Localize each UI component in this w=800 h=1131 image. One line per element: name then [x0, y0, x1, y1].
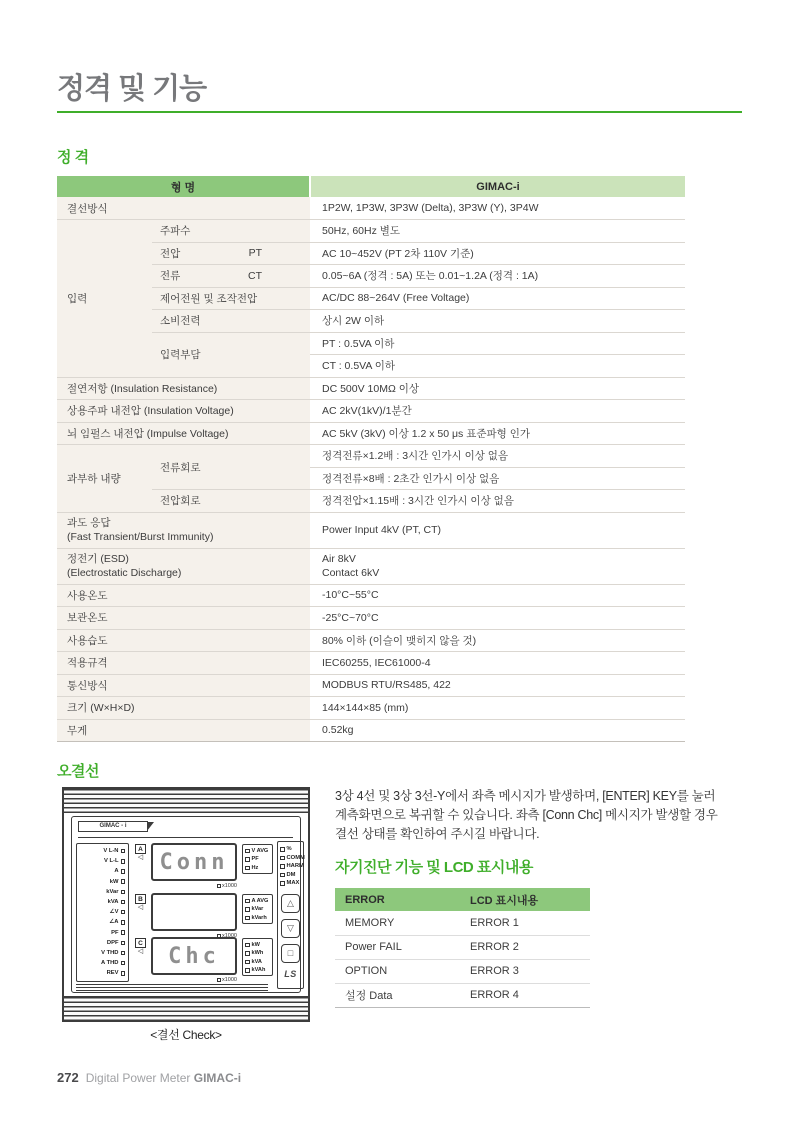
spec-label-transient: 과도 응답 (Fast Transient/Burst Immunity) [57, 512, 310, 548]
device-nameplate: GIMAC - i [78, 821, 148, 832]
label-row: A THD [80, 958, 125, 968]
checkbox-icon [245, 907, 250, 912]
spec-row-transient [57, 512, 685, 548]
device-bottom-vents [64, 996, 308, 1020]
status-and-buttons-panel: % COMM HARM DM MAX △ ▽ □ LS [277, 841, 304, 989]
spec-value-size: 144×144×85 (mm) [310, 697, 685, 720]
checkbox-icon [121, 941, 126, 946]
up-arrow-icon: △ [287, 897, 294, 908]
device-top-vents [64, 789, 308, 813]
multiplier-c: x1000 [151, 977, 237, 983]
checkbox-icon [245, 849, 250, 854]
checkbox-icon [121, 910, 126, 915]
spec-row-wiring [57, 197, 685, 220]
label-row: kVar [80, 887, 125, 897]
spec-row-control-power [57, 287, 685, 310]
spec-value-insulation-voltage: AC 2kV(1kV)/1분간 [310, 400, 685, 423]
error-cell: MEMORY [335, 911, 460, 935]
label-row: kVA [80, 897, 125, 907]
spec-label-storage-temp: 보관온도 [57, 607, 310, 630]
error-cell: OPTION [335, 959, 460, 983]
checkbox-icon [121, 930, 126, 935]
spec-value-weight: 0.52kg [310, 719, 685, 742]
spec-label-impulse-voltage: 뇌 임펄스 내전압 (Impulse Voltage) [57, 422, 310, 445]
spec-row-insulation-resistance [57, 377, 685, 400]
spec-value-burden-ct: CT : 0.5VA 이하 [310, 355, 685, 378]
multiplier-b: x1000 [151, 933, 237, 939]
error-header-row [335, 888, 590, 911]
spec-value-consumption: 상시 2W 이하 [310, 310, 685, 333]
spec-value-op-temp: -10°C~55°C [310, 584, 685, 607]
spec-label-control-power: 제어전원 및 조작전압 [152, 287, 310, 310]
spec-row-esd [57, 548, 685, 584]
spec-header-model: GIMAC-i [310, 176, 685, 197]
spec-value-frequency: 50Hz, 60Hz 별도 [310, 220, 685, 243]
spec-label-consumption: 소비전력 [152, 310, 310, 333]
display-group-b: B ◁ [133, 894, 148, 912]
section-heading-diagnosis: 자기진단 기능 및 LCD 표시내용 [335, 859, 533, 876]
checkbox-icon [280, 873, 285, 878]
label-row: DPF [80, 938, 125, 948]
checkbox-icon [121, 859, 126, 864]
spec-value-esd: Air 8kV Contact 6kV [310, 548, 685, 584]
section-heading-miswiring: 오결선 [57, 763, 99, 780]
error-header-error: ERROR [335, 888, 460, 911]
checkbox-icon [121, 900, 126, 905]
spec-row-op-temp [57, 584, 685, 607]
spec-label-standards: 적용규격 [57, 652, 310, 675]
spec-label-op-temp: 사용온도 [57, 584, 310, 607]
spec-value-voltage-circuit: 정격전압×1.15배 : 3시간 인가시 이상 없음 [310, 490, 685, 513]
checkbox-icon [217, 934, 222, 939]
checkbox-icon [121, 961, 126, 966]
spec-row-insulation-voltage [57, 400, 685, 423]
down-button [281, 919, 300, 938]
checkbox-icon [121, 879, 126, 884]
spec-group-input: 입력 [57, 220, 152, 378]
checkbox-icon [245, 857, 250, 862]
checkbox-icon [280, 847, 285, 852]
spec-group-overload: 과부하 내량 [57, 445, 152, 513]
label-row: V L-L [80, 856, 125, 866]
footer-product-name: Digital Power Meter [85, 1071, 191, 1085]
spec-label-current-circuit: 전류회로 [152, 445, 310, 490]
ls-logo: LS [284, 968, 297, 979]
title-underline [57, 111, 742, 113]
spec-value-voltage: AC 10~452V (PT 2차 110V 기준) [310, 242, 685, 265]
checkbox-icon [121, 951, 126, 956]
label-row: V THD [80, 948, 125, 958]
checkbox-icon [121, 920, 126, 925]
miswiring-description: 3상 4선 및 3상 3선-Y에서 좌측 메시지가 발생하며, [ENTER] KEY를 눌러 계측화면으로 복귀할 수 있습니다. 좌측 [Conn Chc] 메시지가 발생할 경우 결선 상태를 확인하여 주시길 바랍니다. [335, 789, 718, 841]
spec-label-esd: 정전기 (ESD) (Electrostatic Discharge) [57, 548, 310, 584]
spec-code-pt: PT [248, 247, 262, 260]
spec-row-size [57, 697, 685, 720]
spec-row-overload-1 [57, 445, 685, 468]
spec-row-storage-temp [57, 607, 685, 630]
error-table [335, 888, 590, 1008]
spec-label-frequency: 주파수 [152, 220, 310, 243]
lcd-display-b [151, 893, 237, 931]
spec-header-row [57, 176, 685, 197]
label-row: ∠A [80, 917, 125, 927]
spec-label-wiring: 결선방식 [57, 197, 310, 220]
checkbox-icon [245, 866, 250, 871]
spec-row-humidity [57, 629, 685, 652]
enter-button [281, 944, 300, 963]
error-cell: Power FAIL [335, 935, 460, 959]
label-row: PF [80, 928, 125, 938]
unit-box-a: V AVG PF Hz [242, 844, 273, 874]
down-arrow-icon: ▽ [287, 922, 294, 933]
label-row: REV [80, 968, 125, 978]
label-row: A [80, 866, 125, 876]
left-arrow-icon: ◁ [137, 948, 144, 955]
spec-value-transient: Power Input 4kV (PT, CT) [310, 512, 685, 548]
checkbox-icon [280, 881, 285, 886]
spec-value-current: 0.05~6A (정격 : 5A) 또는 0.01~1.2A (정격 : 1A) [310, 265, 685, 288]
checkbox-icon [121, 849, 126, 854]
lcd-cell: ERROR 3 [460, 959, 590, 983]
device-caption: <결선 Check> [150, 1028, 222, 1042]
spec-label-comm: 통신방식 [57, 674, 310, 697]
checkbox-icon [121, 869, 126, 874]
error-row-option [335, 959, 590, 983]
error-header-lcd: LCD 표시내용 [460, 888, 590, 911]
spec-row-voltage [57, 242, 685, 265]
footer-model-name: GIMAC-i [193, 1071, 242, 1085]
checkbox-icon [121, 971, 126, 976]
device-bottom-grille [76, 984, 268, 991]
checkbox-icon [280, 864, 285, 869]
spec-label-humidity: 사용습도 [57, 629, 310, 652]
checkbox-icon [217, 978, 222, 983]
spec-value-current-circuit-2: 정격전류×8배 : 2초간 인가시 이상 없음 [310, 467, 685, 490]
left-arrow-icon: ◁ [137, 854, 144, 861]
up-button [281, 894, 300, 913]
checkbox-icon [245, 968, 250, 973]
checkbox-icon [245, 960, 250, 965]
spec-row-burden-pt [57, 332, 685, 355]
label-row: V L-N [80, 846, 125, 856]
spec-row-frequency [57, 220, 685, 243]
label-row: ∠V [80, 907, 125, 917]
lcd-cell: ERROR 2 [460, 935, 590, 959]
spec-label-burden: 입력부담 [152, 332, 310, 377]
spec-row-impulse-voltage [57, 422, 685, 445]
left-arrow-icon: ◁ [137, 904, 144, 911]
spec-value-control-power: AC/DC 88~264V (Free Voltage) [310, 287, 685, 310]
unit-box-b: A AVG kVar kVarh [242, 894, 273, 924]
error-row-powerfail [335, 935, 590, 959]
lcd-cell: ERROR 4 [460, 983, 590, 1007]
spec-label-size: 크기 (W×H×D) [57, 697, 310, 720]
error-row-setting-data [335, 983, 590, 1007]
unit-box-c: kW kWh kVA kVAh [242, 938, 273, 976]
spec-value-insulation-resistance: DC 500V 10MΩ 이상 [310, 377, 685, 400]
spec-value-storage-temp: -25°C~70°C [310, 607, 685, 630]
checkbox-icon [280, 856, 285, 861]
spec-label-insulation-voltage: 상용주파 내전압 (Insulation Voltage) [57, 400, 310, 423]
spec-row-standards [57, 652, 685, 675]
spec-header-name: 형 명 [57, 176, 310, 197]
section-heading-ratings: 정 격 [57, 149, 89, 166]
device-front-panel [71, 816, 305, 993]
spec-table [57, 176, 685, 742]
multiplier-a: x1000 [151, 883, 237, 889]
checkbox-icon [245, 899, 250, 904]
page-footer [57, 1070, 241, 1085]
lcd-display-c: Chc [151, 937, 237, 975]
checkbox-icon [245, 951, 250, 956]
spec-label-current: 전류 [160, 270, 181, 283]
lcd-display-a: Conn [151, 843, 237, 881]
device-panel-rule [78, 837, 293, 838]
spec-value-wiring: 1P2W, 1P3W, 3P3W (Delta), 3P3W (Y), 3P4W [310, 197, 685, 220]
checkbox-icon [217, 884, 222, 889]
spec-value-impulse-voltage: AC 5kV (3kV) 이상 1.2 x 50 μs 표준파형 인가 [310, 422, 685, 445]
lcd-cell: ERROR 1 [460, 911, 590, 935]
display-group-a: A ◁ [133, 844, 148, 862]
spec-row-comm [57, 674, 685, 697]
error-row-memory [335, 911, 590, 935]
spec-row-overload-3 [57, 490, 685, 513]
device-illustration [62, 787, 310, 1022]
checkbox-icon [245, 943, 250, 948]
spec-label-insulation-resistance: 절연저항 (Insulation Resistance) [57, 377, 310, 400]
display-group-c: C ◁ [133, 938, 148, 956]
spec-value-standards: IEC60255, IEC61000-4 [310, 652, 685, 675]
spec-label-weight: 무게 [57, 719, 310, 742]
spec-value-current-circuit-1: 정격전류×1.2배 : 3시간 인가시 이상 없음 [310, 445, 685, 468]
spec-label-voltage-circuit: 전압회로 [152, 490, 310, 513]
spec-label-voltage: 전압 [160, 247, 181, 260]
checkbox-icon [121, 890, 126, 895]
device-measurement-labels [76, 843, 129, 982]
spec-value-humidity: 80% 이하 (이슬이 맺히지 않을 것) [310, 629, 685, 652]
page-number: 272 [57, 1070, 79, 1085]
checkbox-icon [245, 916, 250, 921]
square-icon: □ [287, 948, 294, 958]
spec-value-burden-pt: PT : 0.5VA 이하 [310, 332, 685, 355]
spec-value-comm: MODBUS RTU/RS485, 422 [310, 674, 685, 697]
spec-row-current [57, 265, 685, 288]
label-row: kW [80, 877, 125, 887]
page-title: 정격 및 기능 [57, 73, 207, 105]
spec-row-consumption [57, 310, 685, 333]
spec-code-ct: CT [248, 269, 262, 282]
error-cell: 설정 Data [335, 983, 460, 1007]
spec-row-weight [57, 719, 685, 742]
